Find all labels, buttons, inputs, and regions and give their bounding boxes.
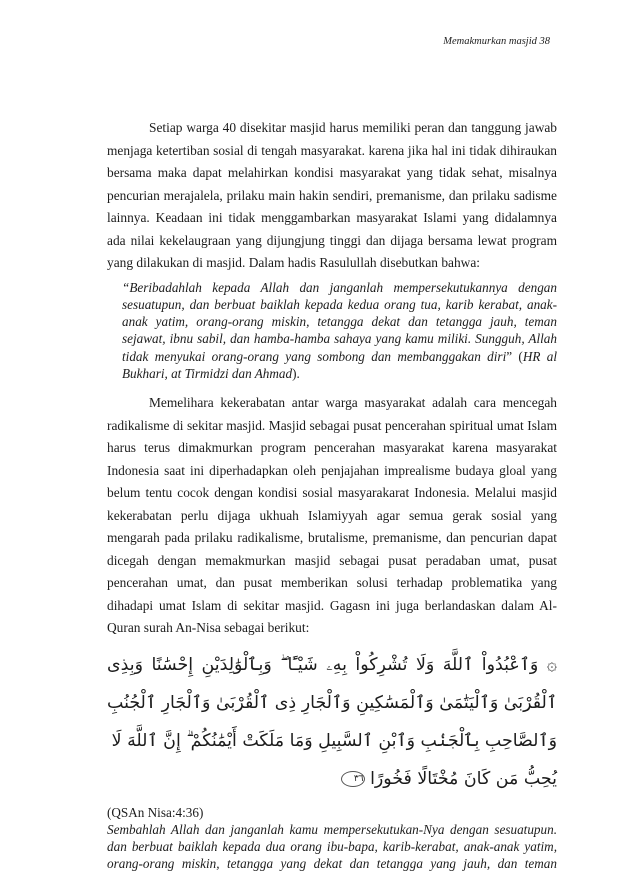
verse-translation: Sembahlah Allah dan janganlah kamu mempersekutukan-Nya dengan sesuatupun. dan berbuat baiklah kepada dua orang ibu-bapa, karib-kerabat, anak-anak yatim, orang-orang miskin, tetangga yang dekat dan tetangga yang jauh, dan teman [107, 821, 557, 871]
verse-reference: (QSAn Nisa:4:36) [107, 804, 204, 820]
hadith-source: HR al Bukhari, at Tirmidzi dan Ahmad [122, 348, 557, 381]
running-header: Memakmurkan masjid 38 [443, 36, 550, 47]
hadith-closing-quote: ” ( [506, 348, 523, 364]
hadith-quote [122, 279, 557, 383]
page-body [107, 117, 557, 872]
hadith-text: “Beribadahlah kepada Allah dan janganlah mempersekutukannya dengan sesuatupun, dan berbuat baiklah kepada kedua orang tua, karib kerabat, anak-anak yatim, orang-orang miskin, tetangga dekat dan tetangga jauh, teman sejawat, ibnu sabil, dan hamba-hamba sahaya yang kamu miliki. Sungguh, Allah tidak menyukai orang-orang yang sombong dan membanggakan diri [122, 279, 557, 364]
paragraph-kekerabatan: Memelihara kekerabatan antar warga masyarakat adalah cara mencegah radikalisme di sekitar masjid. Masjid sebagai pusat pencerahan spiritual umat Islam harus terus dimakmurkan program pencerahan masyarakat karena masyarakat Indonesia saat ini diperhadapkan oleh penjajahan imprealisme budaya gloal yang belum tentu cocok dengan kondisi sosial masyarakarat Indonesia. Melalui masjid kekerabatan perlu dijaga ukhuah Islamiyyah agar semua gerak sosial yang mengarah pada prilaku radikalisme, brutalisme, premanisme, dan pencurian dapat dicegah dengan memakmurkan masjid sebagai pusat peradaban umat, pusat pencerahan umat, dan pusat memberikan solusi terhadap problematika yang dihadapi umat Islam di sekitar masjid. Gagasn ini juga berlandaskan dalam Al-Quran surah An-Nisa sebagai berikut: [107, 395, 557, 636]
quran-line-1: ۞ وَٱعْبُدُواْ ٱللَّهَ وَلَا تُشْرِكُواْ بِهِۦ شَيْـًٔا ۖ وَبِٱلْوَٰلِدَيْنِ إِحْسَٰنًا وَبِذِى ٱلْقُرْبَىٰ وَٱلْيَتَٰمَىٰ وَٱلْمَسَٰكِينِ [107, 654, 558, 713]
ayah-number-marker: ٣٦ [341, 771, 365, 787]
quran-line-3: يُحِبُّ مَن كَانَ مُخْتَالًا فَخُورًا [370, 768, 557, 789]
hadith-end: ). [292, 365, 300, 381]
paragraph-warga-masjid: Setiap warga 40 disekitar masjid harus memiliki peran dan tanggung jawab menjaga ketertiban sosial di tengah masyarakat. karena jika hal ini tidak dihiraukan bersama maka dapat melahirkan kondisi masyarakat yang tidak sehat, misalnya pencurian merajalela, prilaku main hakin sendiri, premanisme, dan prilaku sadisme lainnya. Keadaan ini tidak menggambarkan masyarakat Islami yang didalamnya ada nilai kekelaugraan yang dijungjung tinggi dan dijaga bersama lewat program yang dilakukan di masjid. Dalam hadis Rasulullah disebutkan bahwa: [107, 120, 557, 270]
quran-line-3-wrap [107, 760, 557, 798]
quran-verse [107, 646, 557, 798]
quran-line-2: وَٱلْجَارِ ذِى ٱلْقُرْبَىٰ وَٱلْجَارِ ٱلْجُنُبِ وَٱلصَّاحِبِ بِٱلْجَنۢبِ وَٱبْنِ ٱلسَّبِيلِ وَمَا مَلَكَتْ أَيْمَٰنُكُمْ ۗ إِنَّ ٱللَّهَ لَا [107, 692, 557, 751]
